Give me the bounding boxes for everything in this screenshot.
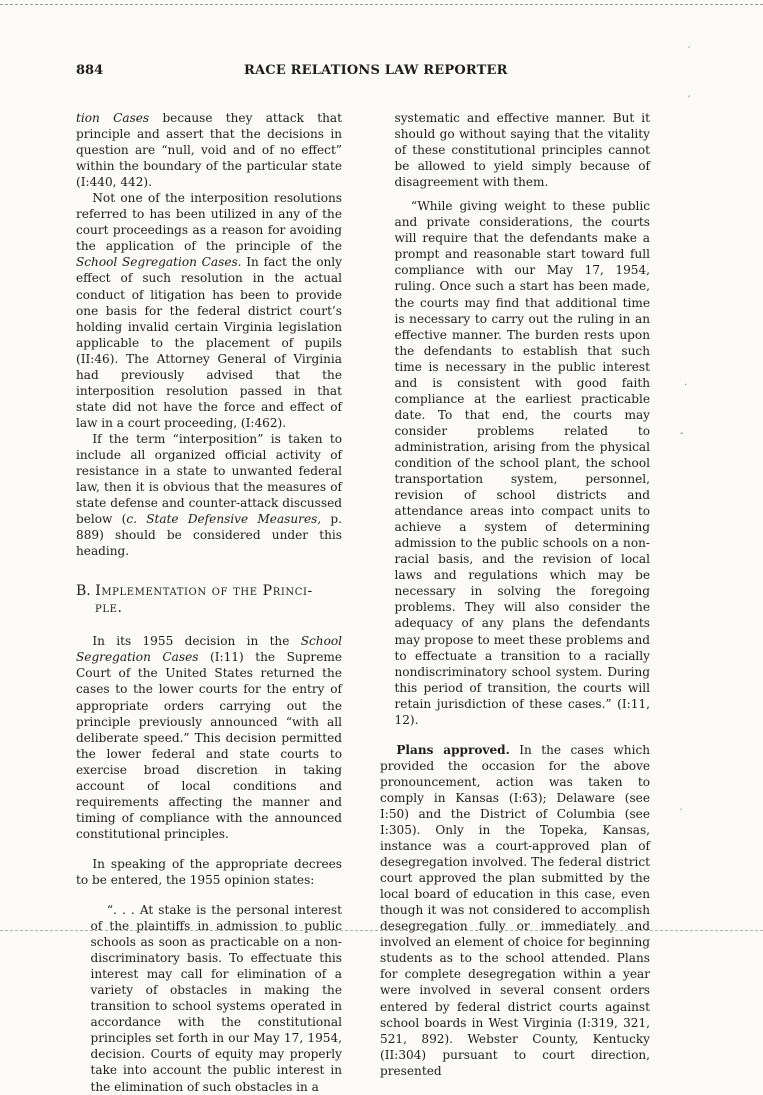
run-in-heading: Plans approved. (396, 742, 510, 757)
section-letter: B. (76, 583, 96, 600)
paragraph-text: In the cases which provided the occasion for the above pronouncement, action was taken to comply in Kansas (I:63); Delaware (see I:50) and the District of Columbia (see I:305). Only in the Topeka, Kansas, instance was a court-approved plan of desegregation involved. The federal district court approved the plan submitted by the local board of education in this case, even though it was not considered to accomplish desegregation fully or immediately and involved an element of choice for beginning students as to the school attended. Plans for complete desegregation within a year were involved in several consent orders entered by federal district courts against school boards in West Virginia (I:319, 321, 521, 892). Webster County, Kentucky (II:304) pursuant to court direction, presented (380, 742, 651, 1078)
paragraph (76, 633, 342, 842)
case-name-italic: tion Cases (76, 111, 150, 125)
scan-top-edge (0, 4, 763, 5)
paragraph-text: (I:11) the Supreme Court of the United States returned the cases to the lower courts for the entry of appropriate orders carrying out the principle previously announced “with all deliberate speed.” This decision permitted the lower federal and state courts to exercise broad discretion in taking account of local conditions and requirements affecting the manner and timing of compliance with the announced constitutional principles. (76, 650, 342, 841)
paragraph (76, 110, 342, 190)
section-title-line1: Implementation of the Princi- (95, 583, 313, 600)
paragraph (76, 190, 342, 431)
scan-bottom-edge (0, 930, 763, 931)
running-title: RACE RELATIONS LAW REPORTER (244, 63, 508, 78)
block-quote: “While giving weight to these public and private considerations, the courts will require that the defendants make a prompt and reasonable start toward full compliance with our May 17, 1954, ruling. Once such a start has been made, the courts may find that additional time is necessary to carry out the ruling in an effective manner. The burden rests upon the defendants to establish that such time is necessary in the public interest and is consistent with good faith compliance at the earliest practicable date. To that end, the courts may consider problems related to administration, arising from the physical condition of the school plant, the school transportation system, personnel, revision of school districts and attendance areas into compact units to achieve a system of determining admission to the public schools on a non-racial basis, and the revision of local laws and regulations which may be necessary in solving the foregoing problems. They will also consider the adequacy of any plans the defendants may propose to meet these problems and to effectuate a transition to a racially nondiscriminatory school system. During this period of transition, the courts will retain jurisdiction of these cases.” (I:11, 12). (394, 199, 650, 727)
block-quote: systematic and effective manner. But it should go without saying that the vitality of these constitutional principles cannot be allowed to yield simply because of disagreement with them. (394, 111, 650, 190)
scan-speck: ‐ (680, 428, 684, 439)
paragraph (380, 742, 650, 1079)
paragraph-text: In its 1955 decision in the (92, 634, 301, 649)
case-name-italic: School Segregation Cases (76, 634, 342, 665)
cross-reference-italic: c. State Defensive Measures, (126, 512, 322, 527)
paragraph: In speaking of the appropriate decrees to be entered, the 1955 opinion states: (76, 856, 342, 887)
section-title-line2: ple. (95, 600, 123, 617)
block-quote: “. . . At stake is the personal interest of the plaintiffs in admission to public schools as soon as practicable on a non-discriminatory basis. To effectuate this interest may call for elimination of a variety of obstacles in making the transition to school systems operated in accordance with the constitutional principles set forth in our May 17, 1954, decision. Courts of equity may properly take into account the public interest in the elimination of such obstacles in a (90, 903, 342, 1094)
paragraph-text: If the term “interposition” is taken to include all organized official activity of resistance in a state to unwanted federal law, then it is obvious that the measures of state defense and counter-attack discussed below ( (76, 431, 342, 527)
paragraph-text: Not one of the interposition resolutions referred to has been utilized in any of the court proceedings as a reason for avoiding the application of the principle of the (76, 191, 342, 254)
case-name-italic: School Segregation Cases. (76, 255, 242, 270)
page-number: 884 (76, 63, 104, 78)
scan-speck: ˊ (686, 96, 691, 107)
right-column (380, 110, 650, 1079)
section-heading (76, 583, 342, 617)
paragraph-text: In fact the only effect of such resolution in the actual conduct of litigation has been to provide one basis for the federal district court’s holding invalid certain Virginia legislation applicable to the placement of pupils (II:46). The Attorney General of Virginia had previously advised that the interposition resolution passed in that state did not have the force and effect of law in a court proceeding, (I:462). (76, 255, 342, 430)
left-column (76, 110, 342, 1095)
paragraph-text: p. 889) should be considered under this heading. (76, 512, 342, 559)
scan-speck: ′ (688, 46, 691, 57)
scan-speck: ‧ (684, 380, 688, 391)
scan-speck: ′ (680, 808, 683, 819)
paragraph (76, 431, 342, 559)
paragraph-text: because they attack that principle and assert that the decisions in question are “null, void and of no effect” within the boundary of the particular state (I:440, 442). (76, 111, 342, 190)
